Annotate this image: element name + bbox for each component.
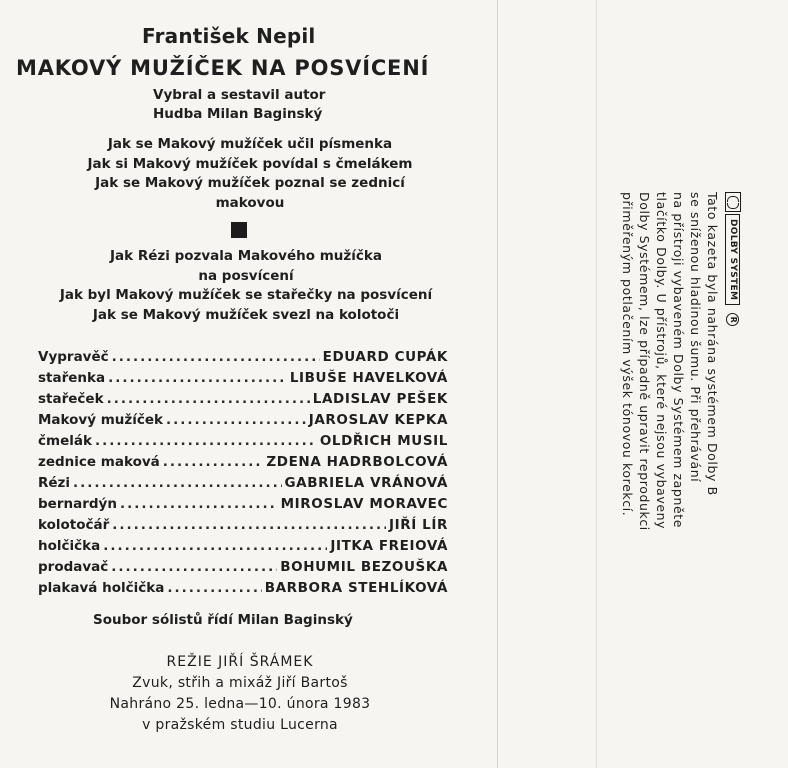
cast-row [38,580,448,601]
cast-role: prodavač [38,559,109,575]
fold-line [596,0,597,768]
cast-actor: GABRIELA VRÁNOVÁ [284,475,448,491]
leader-dots [167,580,261,596]
cast-role: stařeček [38,391,104,407]
cast-actor: LADISLAV PEŠEK [312,391,448,407]
dolby-notice-text [619,192,721,582]
cast-role: plakavá holčička [38,580,165,596]
cast-role: kolotočář [38,517,110,533]
leader-dots [120,496,278,512]
cast-role: Vypravěč [38,349,109,365]
story-item: Jak se Makový mužíček svezl na kolotoči [92,306,400,323]
registered-trademark-icon: R [727,313,740,326]
leader-dots [112,349,320,365]
cast-role: Rézi [38,475,71,491]
cast-row [38,454,448,475]
leader-dots [163,454,264,470]
cast-row [38,517,448,538]
cast-role: stařenka [38,370,106,386]
cast-actor: JITKA FREIOVÁ [330,538,448,554]
cast-list [38,349,448,601]
author-name: František Nepil [142,24,316,48]
dolby-logo [724,192,742,582]
cast-row [38,391,448,412]
story-list-side-b [36,247,456,325]
cast-role: čmelák [38,433,92,449]
story-item: Jak byl Makový mužíček se stařečky na posvícení [59,287,433,303]
recording-date: Nahráno 25. ledna—10. února 1983 [109,696,371,712]
byline-line: Hudba Milan Baginský [153,106,323,122]
cast-actor: MIROSLAV MORAVEC [280,496,448,512]
leader-dots [108,370,287,386]
dolby-double-d-icon [725,192,741,212]
dolby-notice [600,192,742,582]
cast-row [38,538,448,559]
cast-actor: OLDŘICH MUSIL [319,433,448,449]
production-credits [60,652,420,736]
leader-dots [111,559,277,575]
dolby-notice-line: na přístroji vybaveném Dolby Systémem zapněte [671,192,686,529]
dolby-system-label: DOLBY SYSTEM [726,214,741,305]
fold-line [497,0,498,768]
cast-row [38,412,448,433]
cast-row [38,559,448,580]
sound-credit: Zvuk, střih a mixáž Jiří Bartoš [132,675,348,691]
story-item: Jak si Makový mužíček povídal s čmelákem [87,155,413,172]
cast-role: holčička [38,538,101,554]
story-item: Jak Rézi pozvala Makového mužíčka [110,248,382,264]
cast-row [38,496,448,517]
director-credit: REŽIE JIŘÍ ŠRÁMEK [166,654,314,670]
story-item: Jak se Makový mužíček učil písmenka [107,136,393,152]
cast-role: zednice maková [38,454,160,470]
leader-dots [107,391,310,407]
cast-actor: LIBUŠE HAVELKOVÁ [289,370,448,386]
cast-role: bernardýn [38,496,117,512]
cast-actor: BOHUMIL BEZOUŠKA [280,559,448,575]
cast-row [38,370,448,391]
byline-line: Vybral a sestavil autor [153,87,326,103]
story-list-side-a [40,135,460,213]
leader-dots [112,517,386,533]
cast-actor: EDUARD CUPÁK [322,349,448,365]
cast-row [38,349,448,370]
dolby-notice-line: Dolby Systémem, lze případně upravit reprodukci [637,192,652,531]
leader-dots [103,538,327,554]
ensemble-credit: Soubor sólistů řídí Milan Baginský [93,612,353,628]
cast-actor: JIŘÍ LÍR [389,517,448,533]
side-divider-square [231,222,247,238]
cast-actor: ZDENA HADRBOLCOVÁ [266,454,448,470]
recording-studio: v pražském studiu Lucerna [142,717,338,733]
leader-dots [73,475,281,491]
cast-actor: JAROSLAV KEPKA [308,412,448,428]
dolby-notice-line: tlačítko Dolby. U přístrojů, které nejsou vybaveny [654,192,669,530]
album-title: MAKOVÝ MUŽÍČEK NA POSVÍCENÍ [16,56,430,80]
leader-dots [95,433,317,449]
story-item: makovou [215,194,285,211]
cast-actor: BARBORA STEHLÍKOVÁ [264,580,448,596]
cast-row [38,475,448,496]
dolby-notice-line: přiměřeným potlačením výšek tónovou korekcí. [620,192,635,517]
dolby-notice-line: Tato kazeta byla nahrána systémem Dolby B [705,192,720,496]
story-item: na posvícení [198,267,294,284]
cast-row [38,433,448,454]
dolby-notice-line: se sníženou hladinou šumu. Při přehrávání [688,192,703,483]
story-item: Jak se Makový mužíček poznal se zednicí [95,175,405,191]
byline [153,86,325,124]
cast-role: Makový mužíček [38,412,164,428]
leader-dots [166,412,306,428]
